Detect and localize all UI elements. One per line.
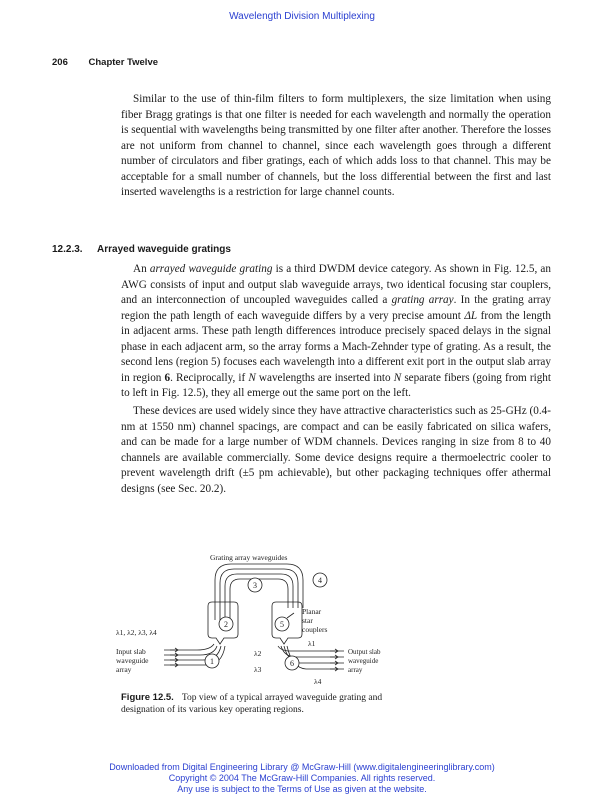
region-2-label: 2 (224, 620, 228, 629)
paragraph-2 (121, 262, 551, 402)
section-heading (52, 244, 231, 255)
p2-text-g: separate fibers (going from right to left in Fig. 12.5), they all emerge out the same port on the left. (121, 371, 551, 399)
footer-terms[interactable]: Any use is subject to the Terms of Use as given at the website. (177, 784, 427, 794)
p2-text-e: . Reciprocally, if (170, 371, 249, 384)
input-label-line2: waveguide (116, 656, 149, 665)
output-label-line3: array (348, 666, 363, 674)
region-5-label: 5 (280, 620, 284, 629)
input-label-line3: array (116, 665, 132, 674)
coupler-label-line1: Planar (302, 607, 322, 616)
p2-term-grating-array: grating array (391, 294, 454, 306)
p2-text-f: wavelengths are inserted into (255, 371, 394, 384)
region-3-label: 3 (253, 581, 257, 590)
section-title: Arrayed waveguide gratings (97, 244, 231, 255)
chapter-title: Chapter Twelve (88, 57, 159, 68)
p2-text-b: is a third DWDM device category. As shown in Fig. 12.5, an AWG consists of input and output slab waveguide arrays, two identical focusing star couplers, and an interconnection of uncoupled waveguides called a (121, 263, 551, 306)
p2-text-d: from the length in adjacent arms. These path length differences introduce precisely spaced delays in the signal phase in each adjacent arm, so the array forms a Mach-Zehnder type of grating. As a result, the second lens (region 5) focuses each wavelength into a different exit port in the output slab array in region (121, 309, 551, 384)
p2-text-a: An (133, 263, 150, 275)
top-header-title: Wavelength Division Multiplexing (229, 11, 375, 22)
p2-n-second: N (393, 371, 402, 384)
running-head (52, 57, 158, 68)
input-label-line1: Input slab (116, 647, 146, 656)
region-4-label: 4 (318, 576, 322, 585)
input-wavelengths-label: λ1, λ2, λ3, λ4 (116, 628, 157, 637)
footer-download-link[interactable]: Downloaded from Digital Engineering Library @ McGraw-Hill (www.digitalengineeringlibrary.com) (109, 762, 495, 772)
p2-delta-l: ΔL (464, 309, 478, 322)
output-label-line2: waveguide (348, 657, 379, 665)
figure-label: Figure 12.5. (121, 692, 174, 703)
grating-array-label: Grating array waveguides (210, 553, 288, 562)
footer-copyright: Copyright © 2004 The McGraw-Hill Companies. All rights reserved. (168, 773, 436, 783)
awg-figure (112, 548, 381, 688)
lambda-1-label: λ1 (308, 639, 316, 648)
section-number: 12.2.3. (52, 244, 83, 255)
p2-term-awg: arrayed waveguide grating (149, 263, 273, 275)
region-6-label: 6 (290, 659, 294, 668)
paragraph-1: Similar to the use of thin-film filters to form multiplexers, the size limitation when using fiber Bragg gratings is that one filter is needed for each wavelength and normally the operation is sequential with wavelengths being transmitted by one filter after another. Therefore the losses are not uniform from channel to channel, since each wavelength goes through a different number of circulators and fiber gratings, each of which adds loss to that channel. This may be acceptable for a small number of channels, but the loss differential between the first and last inserted wavelengths is a restriction for large channel counts. (121, 93, 551, 198)
page-number: 206 (52, 57, 68, 68)
paragraph-3: These devices are used widely since they have attractive characteristics such as 25-GHz (0.4-nm at 1550 nm) channel spacings, are compact and can be easily fabricated on silica wafers, and can be made for a large number of WDM channels. Devices ranging in size from 8 to 40 channels are available commercially. Some device designs require a thermoelectric cooler to prevent wavelength drift (±5 pm achievable), but other packaging techniques offer athermal designs (see Sec. 20.2). (121, 405, 551, 495)
figure-caption (121, 692, 421, 716)
figure-caption-text: Top view of a typical arrayed waveguide grating and designation of its various key operating regions. (121, 693, 383, 715)
coupler-label-line3: couplers (302, 625, 328, 634)
p2-text-c: . In the grating array region the path length of each waveguide differs by a very precise amount (121, 294, 552, 322)
lambda-2-label: λ2 (254, 649, 262, 658)
output-label-line1: Output slab (348, 648, 381, 656)
lambda-3-label: λ3 (254, 665, 262, 674)
region-1-label: 1 (210, 657, 214, 666)
p2-region-six: 6 (164, 371, 171, 384)
coupler-label-line2: star (302, 616, 313, 625)
footer (0, 762, 604, 795)
lambda-4-label: λ4 (314, 677, 322, 686)
p2-n-first: N (248, 371, 256, 384)
